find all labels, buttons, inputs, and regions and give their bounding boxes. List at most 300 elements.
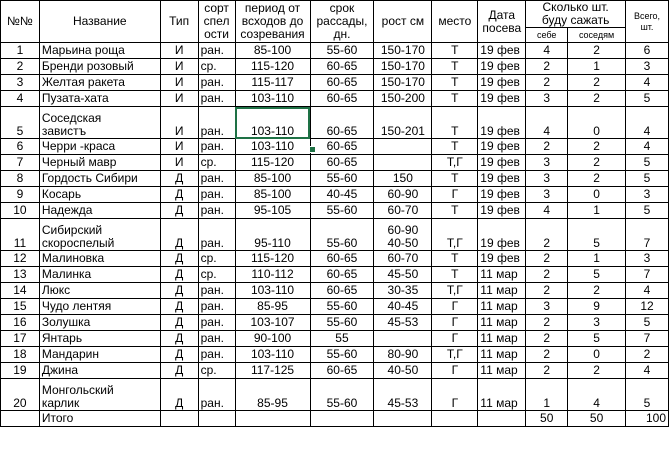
- cell-name-line1: Надежда: [41, 203, 93, 217]
- cell-place[interactable]: Т: [432, 91, 478, 107]
- cell-name[interactable]: [39, 107, 160, 139]
- cell-name[interactable]: [39, 331, 160, 347]
- cell-sosedyam[interactable]: 2: [568, 283, 626, 299]
- cell-total[interactable]: 7: [626, 267, 669, 283]
- header-period[interactable]: период от всходов до созревания: [235, 1, 310, 43]
- cell-total[interactable]: 6: [626, 43, 669, 59]
- cell-date[interactable]: 11 мар: [478, 331, 526, 347]
- cell-num[interactable]: [1, 411, 40, 427]
- cell-name-line1: Марьина роща: [41, 43, 125, 57]
- cell-type[interactable]: Д: [160, 267, 198, 283]
- cell-type[interactable]: Д: [160, 171, 198, 187]
- table-row: [1, 155, 669, 171]
- cell-type[interactable]: Д: [160, 347, 198, 363]
- cell-date[interactable]: 19 фев: [478, 139, 526, 155]
- cell-srok[interactable]: 60-65: [310, 107, 374, 139]
- cell-place[interactable]: Т: [432, 75, 478, 91]
- cell-period[interactable]: 117-125: [235, 363, 310, 379]
- cell-place[interactable]: Т: [432, 107, 478, 139]
- table-row: [1, 219, 669, 251]
- cell-num[interactable]: 14: [1, 283, 40, 299]
- cell-total[interactable]: 5: [626, 91, 669, 107]
- cell-period[interactable]: [235, 411, 310, 427]
- cell-name-line1: Гордость Сибири: [41, 171, 138, 185]
- cell-total[interactable]: 12: [626, 299, 669, 315]
- cell-sort[interactable]: [198, 411, 235, 427]
- cell-height-line1: 150: [392, 171, 413, 185]
- cell-date[interactable]: 19 фев: [478, 91, 526, 107]
- header-date[interactable]: Дата посева: [478, 1, 526, 43]
- cell-period[interactable]: 103-110: [235, 139, 310, 155]
- cell-sosedyam[interactable]: 2: [568, 363, 626, 379]
- cell-date[interactable]: 19 фев: [478, 219, 526, 251]
- cell-type[interactable]: И: [160, 43, 198, 59]
- cell-sosedyam[interactable]: 2: [568, 43, 626, 59]
- cell-place[interactable]: Т,Г: [432, 219, 478, 251]
- cell-date[interactable]: 19 фев: [478, 187, 526, 203]
- cell-name-line1: Чудо лентяя: [41, 299, 112, 313]
- cell-sebe[interactable]: 3: [526, 171, 568, 187]
- cell-total[interactable]: 4: [626, 107, 669, 139]
- cell-sosedyam[interactable]: 1: [568, 59, 626, 75]
- cell-sebe[interactable]: 2: [526, 59, 568, 75]
- cell-total[interactable]: 3: [626, 251, 669, 267]
- cell-sort[interactable]: ср.: [198, 267, 235, 283]
- header-sort[interactable]: сорт спел ости: [198, 1, 235, 43]
- cell-srok[interactable]: 55-60: [310, 43, 374, 59]
- table-row: [1, 43, 669, 59]
- cell-name-line1: Косарь: [41, 187, 82, 201]
- cell-place[interactable]: Т: [432, 251, 478, 267]
- cell-sosedyam[interactable]: 1: [568, 203, 626, 219]
- cell-type[interactable]: И: [160, 107, 198, 139]
- table-row: [1, 347, 669, 363]
- table-row: [1, 251, 669, 267]
- cell-srok[interactable]: 60-65: [310, 91, 374, 107]
- cell-srok[interactable]: 60-65: [310, 59, 374, 75]
- cell-sebe[interactable]: 3: [526, 91, 568, 107]
- cell-sebe[interactable]: 2: [526, 331, 568, 347]
- cell-period[interactable]: 90-100: [235, 331, 310, 347]
- cell-name[interactable]: [39, 363, 160, 379]
- cell-sort[interactable]: ран.: [198, 139, 235, 155]
- cell-num[interactable]: 20: [1, 379, 40, 411]
- cell-name[interactable]: [39, 187, 160, 203]
- cell-total[interactable]: 7: [626, 219, 669, 251]
- cell-num[interactable]: 9: [1, 187, 40, 203]
- cell-sebe[interactable]: 2: [526, 267, 568, 283]
- cell-sort[interactable]: ран.: [198, 43, 235, 59]
- cell-num[interactable]: 1: [1, 43, 40, 59]
- cell-srok[interactable]: 55-60: [310, 299, 374, 315]
- cell-name-line1: Желтая ракета: [41, 75, 125, 89]
- cell-total[interactable]: 4: [626, 283, 669, 299]
- cell-sebe[interactable]: 2: [526, 363, 568, 379]
- header-height[interactable]: рост см: [374, 1, 432, 43]
- cell-num[interactable]: 15: [1, 299, 40, 315]
- cell-name-line1: Золушка: [41, 315, 91, 329]
- cell-sebe[interactable]: 4: [526, 43, 568, 59]
- cell-sort[interactable]: ран.: [198, 379, 235, 411]
- cell-name-line2: скороспелый: [41, 236, 115, 250]
- cell-period[interactable]: 103-110: [235, 107, 310, 139]
- cell-date[interactable]: 11 мар: [478, 347, 526, 363]
- cell-height[interactable]: [374, 299, 432, 315]
- cell-date[interactable]: [478, 411, 526, 427]
- cell-total[interactable]: 5: [626, 379, 669, 411]
- cell-type[interactable]: И: [160, 91, 198, 107]
- cell-num[interactable]: 3: [1, 75, 40, 91]
- cell-date[interactable]: 11 мар: [478, 363, 526, 379]
- cell-height[interactable]: [374, 43, 432, 59]
- cell-date[interactable]: 19 фев: [478, 251, 526, 267]
- cell-date[interactable]: 19 фев: [478, 43, 526, 59]
- cell-total[interactable]: 4: [626, 139, 669, 155]
- cell-srok[interactable]: 60-65: [310, 363, 374, 379]
- cell-sebe[interactable]: 2: [526, 75, 568, 91]
- cell-sebe[interactable]: 2: [526, 347, 568, 363]
- cell-sort[interactable]: ран.: [198, 171, 235, 187]
- table-row: [1, 107, 669, 139]
- header-srok[interactable]: срок рассады, дн.: [310, 1, 374, 43]
- cell-period[interactable]: 85-95: [235, 379, 310, 411]
- cell-srok[interactable]: 60-65: [310, 267, 374, 283]
- cell-name[interactable]: [39, 347, 160, 363]
- cell-num[interactable]: 2: [1, 59, 40, 75]
- cell-sort[interactable]: ран.: [198, 107, 235, 139]
- cell-name[interactable]: [39, 251, 160, 267]
- cell-sosedyam[interactable]: 2: [568, 155, 626, 171]
- cell-srok[interactable]: 55-60: [310, 347, 374, 363]
- cell-date[interactable]: 11 мар: [478, 267, 526, 283]
- cell-sort[interactable]: ран.: [198, 203, 235, 219]
- cell-name[interactable]: [39, 155, 160, 171]
- cell-srok[interactable]: [310, 411, 374, 427]
- cell-height-line1: 60-70: [387, 203, 419, 217]
- cell-date[interactable]: 11 мар: [478, 315, 526, 331]
- cell-srok[interactable]: 60-65: [310, 251, 374, 267]
- cell-place[interactable]: Г: [432, 299, 478, 315]
- cell-sort[interactable]: ран.: [198, 315, 235, 331]
- cell-num[interactable]: 11: [1, 219, 40, 251]
- cell-name[interactable]: [39, 91, 160, 107]
- cell-type[interactable]: Д: [160, 203, 198, 219]
- cell-total[interactable]: 3: [626, 59, 669, 75]
- cell-grand-total[interactable]: 100: [626, 411, 669, 427]
- cell-srok[interactable]: 60-65: [310, 139, 374, 155]
- cell-height-line1: 45-53: [387, 315, 419, 329]
- cell-period[interactable]: 85-95: [235, 299, 310, 315]
- cell-height[interactable]: [374, 315, 432, 331]
- cell-total[interactable]: 5: [626, 155, 669, 171]
- cell-srok[interactable]: 55-60: [310, 315, 374, 331]
- cell-num[interactable]: 8: [1, 171, 40, 187]
- cell-sosedyam-total[interactable]: 50: [568, 411, 626, 427]
- cell-place[interactable]: Т: [432, 267, 478, 283]
- cell-sebe[interactable]: 2: [526, 315, 568, 331]
- cell-height-line1: 60-90: [387, 187, 419, 201]
- cell-height[interactable]: [374, 267, 432, 283]
- cell-sort[interactable]: ср.: [198, 363, 235, 379]
- cell-date[interactable]: 19 фев: [478, 155, 526, 171]
- cell-srok[interactable]: 60-65: [310, 75, 374, 91]
- cell-sosedyam[interactable]: 5: [568, 219, 626, 251]
- cell-num[interactable]: 12: [1, 251, 40, 267]
- cell-height[interactable]: [374, 219, 432, 251]
- cell-height[interactable]: [374, 155, 432, 171]
- cell-height[interactable]: [374, 379, 432, 411]
- cell-height[interactable]: [374, 59, 432, 75]
- cell-sosedyam[interactable]: 0: [568, 347, 626, 363]
- cell-sebe[interactable]: 2: [526, 283, 568, 299]
- cell-total-label[interactable]: Итого: [39, 411, 160, 427]
- cell-srok[interactable]: 55: [310, 331, 374, 347]
- cell-name-line2: карлик: [41, 396, 80, 410]
- cell-period[interactable]: 110-112: [235, 267, 310, 283]
- cell-type[interactable]: И: [160, 59, 198, 75]
- cell-sebe[interactable]: 4: [526, 203, 568, 219]
- cell-place[interactable]: Т: [432, 59, 478, 75]
- cell-place[interactable]: Г: [432, 363, 478, 379]
- cell-total[interactable]: 4: [626, 363, 669, 379]
- cell-sort[interactable]: ср.: [198, 59, 235, 75]
- cell-num[interactable]: 4: [1, 91, 40, 107]
- cell-name-line1: Янтарь: [41, 331, 83, 345]
- cell-type[interactable]: Д: [160, 283, 198, 299]
- cell-sosedyam[interactable]: 5: [568, 331, 626, 347]
- cell-period[interactable]: 115-120: [235, 155, 310, 171]
- cell-place[interactable]: Т: [432, 203, 478, 219]
- cell-num[interactable]: 7: [1, 155, 40, 171]
- cell-sebe[interactable]: 1: [526, 379, 568, 411]
- cell-srok[interactable]: 55-60: [310, 379, 374, 411]
- cell-height[interactable]: [374, 411, 432, 427]
- cell-num[interactable]: 18: [1, 347, 40, 363]
- cell-height-line1: 45-50: [387, 267, 419, 281]
- cell-sebe[interactable]: 3: [526, 299, 568, 315]
- cell-num[interactable]: 13: [1, 267, 40, 283]
- cell-height-line1: 150-201: [380, 124, 425, 138]
- cell-height[interactable]: [374, 203, 432, 219]
- cell-srok[interactable]: 55-60: [310, 171, 374, 187]
- fill-handle[interactable]: [309, 146, 316, 153]
- cell-height-line1: 60-90: [387, 223, 419, 237]
- cell-total[interactable]: 5: [626, 171, 669, 187]
- cell-date[interactable]: 19 фев: [478, 75, 526, 91]
- cell-srok[interactable]: 60-65: [310, 283, 374, 299]
- cell-sort[interactable]: ран.: [198, 91, 235, 107]
- cell-num[interactable]: 5: [1, 107, 40, 139]
- cell-type[interactable]: Д: [160, 379, 198, 411]
- cell-sebe-total[interactable]: 50: [526, 411, 568, 427]
- cell-type[interactable]: И: [160, 155, 198, 171]
- cell-place[interactable]: Г: [432, 379, 478, 411]
- cell-height[interactable]: [374, 107, 432, 139]
- cell-type[interactable]: Д: [160, 251, 198, 267]
- cell-type[interactable]: Д: [160, 219, 198, 251]
- cell-name[interactable]: [39, 43, 160, 59]
- cell-height[interactable]: [374, 363, 432, 379]
- header-place[interactable]: место: [432, 1, 478, 43]
- cell-period[interactable]: 95-105: [235, 203, 310, 219]
- cell-sosedyam[interactable]: 1: [568, 251, 626, 267]
- cell-sort[interactable]: ран.: [198, 187, 235, 203]
- cell-height[interactable]: [374, 187, 432, 203]
- cell-type[interactable]: Д: [160, 187, 198, 203]
- cell-sebe[interactable]: 4: [526, 107, 568, 139]
- cell-sort[interactable]: ран.: [198, 299, 235, 315]
- cell-total[interactable]: 2: [626, 347, 669, 363]
- cell-period[interactable]: 95-110: [235, 219, 310, 251]
- cell-date[interactable]: 11 мар: [478, 283, 526, 299]
- cell-sosedyam[interactable]: 0: [568, 187, 626, 203]
- header-count-group[interactable]: Сколько шт. буду сажать: [526, 1, 626, 28]
- table-row: [1, 203, 669, 219]
- cell-sort[interactable]: ран.: [198, 283, 235, 299]
- cell-sosedyam[interactable]: 2: [568, 139, 626, 155]
- header-name[interactable]: Название: [39, 1, 160, 43]
- cell-sosedyam[interactable]: 9: [568, 299, 626, 315]
- cell-place[interactable]: Т,Г: [432, 347, 478, 363]
- cell-sosedyam[interactable]: 0: [568, 107, 626, 139]
- cell-num[interactable]: 19: [1, 363, 40, 379]
- cell-place[interactable]: [432, 411, 478, 427]
- cell-period[interactable]: 115-120: [235, 251, 310, 267]
- cell-sort[interactable]: ран.: [198, 219, 235, 251]
- cell-date[interactable]: 19 фев: [478, 59, 526, 75]
- cell-sosedyam[interactable]: 2: [568, 91, 626, 107]
- cell-period[interactable]: 103-110: [235, 347, 310, 363]
- cell-period[interactable]: 85-100: [235, 171, 310, 187]
- cell-sebe[interactable]: 2: [526, 251, 568, 267]
- header-sebe[interactable]: себе: [526, 28, 568, 43]
- header-num[interactable]: №№: [1, 1, 40, 43]
- cell-type[interactable]: И: [160, 75, 198, 91]
- cell-period[interactable]: 103-110: [235, 283, 310, 299]
- cell-height[interactable]: [374, 139, 432, 155]
- cell-type[interactable]: И: [160, 139, 198, 155]
- cell-period[interactable]: 85-100: [235, 187, 310, 203]
- cell-srok[interactable]: 55-60: [310, 219, 374, 251]
- cell-date[interactable]: 19 фев: [478, 107, 526, 139]
- cell-sosedyam[interactable]: 4: [568, 379, 626, 411]
- cell-name[interactable]: [39, 267, 160, 283]
- header-type[interactable]: Тип: [160, 1, 198, 43]
- cell-date[interactable]: 11 мар: [478, 299, 526, 315]
- cell-name[interactable]: [39, 139, 160, 155]
- cell-type[interactable]: Д: [160, 331, 198, 347]
- cell-sort[interactable]: ран.: [198, 331, 235, 347]
- cell-name-line1: Монгольский: [41, 383, 114, 397]
- cell-place[interactable]: Г: [432, 315, 478, 331]
- cell-place[interactable]: Т: [432, 43, 478, 59]
- cell-sort[interactable]: ср.: [198, 155, 235, 171]
- cell-date[interactable]: 19 фев: [478, 171, 526, 187]
- cell-sebe[interactable]: 3: [526, 155, 568, 171]
- cell-srok[interactable]: 55-60: [310, 203, 374, 219]
- cell-height-line1: 80-90: [387, 347, 419, 361]
- cell-srok[interactable]: 40-45: [310, 187, 374, 203]
- cell-total[interactable]: 7: [626, 331, 669, 347]
- cell-type[interactable]: Д: [160, 315, 198, 331]
- cell-place[interactable]: Т: [432, 171, 478, 187]
- cell-period[interactable]: 85-100: [235, 43, 310, 59]
- table-row: [1, 59, 669, 75]
- cell-period[interactable]: 103-107: [235, 315, 310, 331]
- cell-num[interactable]: 10: [1, 203, 40, 219]
- cell-height[interactable]: [374, 91, 432, 107]
- cell-place[interactable]: Т,Г: [432, 155, 478, 171]
- cell-sosedyam[interactable]: 3: [568, 315, 626, 331]
- cell-num[interactable]: 6: [1, 139, 40, 155]
- table-row: [1, 171, 669, 187]
- header-total[interactable]: Всего, шт.: [626, 1, 669, 43]
- cell-height[interactable]: [374, 171, 432, 187]
- cell-name[interactable]: [39, 315, 160, 331]
- cell-place[interactable]: Г: [432, 187, 478, 203]
- cell-total[interactable]: 5: [626, 203, 669, 219]
- cell-total[interactable]: 4: [626, 75, 669, 91]
- cell-sort[interactable]: ран.: [198, 75, 235, 91]
- cell-height[interactable]: [374, 331, 432, 347]
- cell-height[interactable]: [374, 251, 432, 267]
- cell-period[interactable]: 115-117: [235, 75, 310, 91]
- cell-name-line1: Малиновка: [41, 251, 105, 265]
- cell-srok[interactable]: 60-65: [310, 155, 374, 171]
- cell-date[interactable]: 19 фев: [478, 203, 526, 219]
- cell-sort[interactable]: ср.: [198, 251, 235, 267]
- cell-num[interactable]: 16: [1, 315, 40, 331]
- cell-sort[interactable]: ран.: [198, 347, 235, 363]
- cell-name[interactable]: [39, 75, 160, 91]
- cell-type[interactable]: Д: [160, 299, 198, 315]
- cell-name[interactable]: [39, 379, 160, 411]
- cell-period[interactable]: 103-110: [235, 91, 310, 107]
- cell-name[interactable]: [39, 171, 160, 187]
- cell-num[interactable]: 17: [1, 331, 40, 347]
- cell-name[interactable]: [39, 283, 160, 299]
- cell-place[interactable]: Т,Г: [432, 283, 478, 299]
- cell-sebe[interactable]: 2: [526, 139, 568, 155]
- cell-place[interactable]: Т: [432, 139, 478, 155]
- cell-height[interactable]: [374, 283, 432, 299]
- cell-total[interactable]: 3: [626, 187, 669, 203]
- cell-date[interactable]: 11 мар: [478, 379, 526, 411]
- cell-type[interactable]: Д: [160, 363, 198, 379]
- cell-name[interactable]: [39, 299, 160, 315]
- cell-height-line1: 30-35: [387, 283, 419, 297]
- cell-period[interactable]: 115-120: [235, 59, 310, 75]
- cell-height-line1: 150-170: [380, 75, 425, 89]
- table-row: [1, 91, 669, 107]
- cell-sosedyam[interactable]: 5: [568, 267, 626, 283]
- cell-sebe[interactable]: 2: [526, 219, 568, 251]
- cell-type[interactable]: [160, 411, 198, 427]
- cell-sebe[interactable]: 3: [526, 187, 568, 203]
- header-sosedyam[interactable]: соседям: [568, 28, 626, 43]
- cell-place[interactable]: Г: [432, 331, 478, 347]
- cell-height[interactable]: [374, 75, 432, 91]
- cell-name[interactable]: [39, 59, 160, 75]
- cell-sosedyam[interactable]: 2: [568, 75, 626, 91]
- cell-name[interactable]: [39, 203, 160, 219]
- table-row: [1, 299, 669, 315]
- cell-sosedyam[interactable]: 2: [568, 171, 626, 187]
- cell-height[interactable]: [374, 347, 432, 363]
- cell-name[interactable]: [39, 219, 160, 251]
- cell-total[interactable]: 5: [626, 315, 669, 331]
- cell-height-line1: 60-70: [387, 251, 419, 265]
